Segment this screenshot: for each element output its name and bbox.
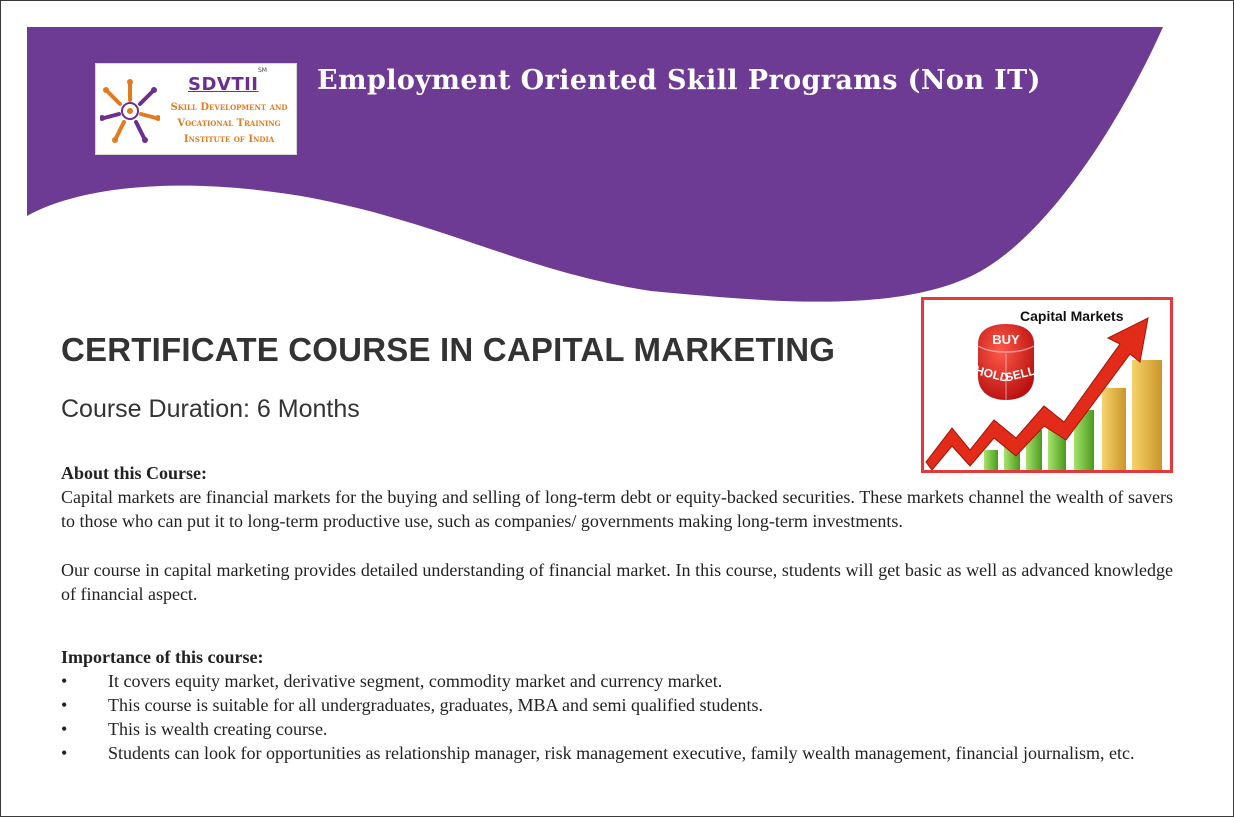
about-paragraph-1: Capital markets are financial markets for the buying and selling of long-term debt or equity-backed securities. These markets channel the wealth of savers to those who can put it to long-term productive use, such as companies/ governments making long-term investments. (61, 487, 1173, 531)
list-item (61, 717, 1173, 741)
course-duration: Course Duration: 6 Months (61, 395, 360, 423)
bullet-icon: • (61, 671, 68, 691)
sdvtii-logo (95, 63, 297, 155)
logo-full-name: Skill Development and Vocational Training Institute of India (170, 102, 288, 145)
list-item (61, 669, 1173, 693)
about-paragraph-2-block (61, 558, 1173, 606)
service-mark: SM (258, 67, 267, 74)
purple-wave-banner (1, 1, 1233, 331)
list-item (61, 693, 1173, 717)
course-title: CERTIFICATE COURSE IN CAPITAL MARKETING (61, 331, 836, 368)
die-buy-text: BUY (992, 332, 1020, 347)
list-item-text: This course is suitable for all undergraduates, graduates, MBA and semi qualified students. (108, 695, 764, 715)
importance-heading: Importance of this course: (61, 647, 264, 667)
about-section (61, 461, 1173, 533)
bullet-icon: • (61, 695, 68, 715)
logo-name: SDVTII (188, 74, 259, 95)
capital-markets-image (921, 297, 1173, 473)
list-item (61, 741, 1173, 765)
importance-heading-block (61, 645, 1173, 669)
list-item-text: Students can look for opportunities as relationship manager, risk management executive, family wealth management, financial journalism, etc. (108, 743, 1135, 763)
importance-list (61, 669, 1173, 765)
capital-markets-label: Capital Markets (1020, 308, 1124, 324)
banner-title: Employment Oriented Skill Programs (Non IT) (317, 65, 1041, 96)
die-sell-text: SELL (1003, 363, 1037, 385)
bullet-icon: • (61, 743, 68, 763)
list-item-text: This is wealth creating course. (108, 719, 328, 739)
die-hold-text: HOLD (973, 363, 1011, 386)
bullet-icon: • (61, 719, 68, 739)
people-circle-icon (100, 78, 160, 144)
about-paragraph-2: Our course in capital marketing provides detailed understanding of financial market. In this course, students will get basic as well as advanced knowledge of financial aspect. (61, 560, 1173, 604)
list-item-text: It covers equity market, derivative segment, commodity market and currency market. (108, 671, 723, 691)
rising-chart-illustration (924, 300, 1170, 470)
about-heading: About this Course: (61, 463, 208, 483)
